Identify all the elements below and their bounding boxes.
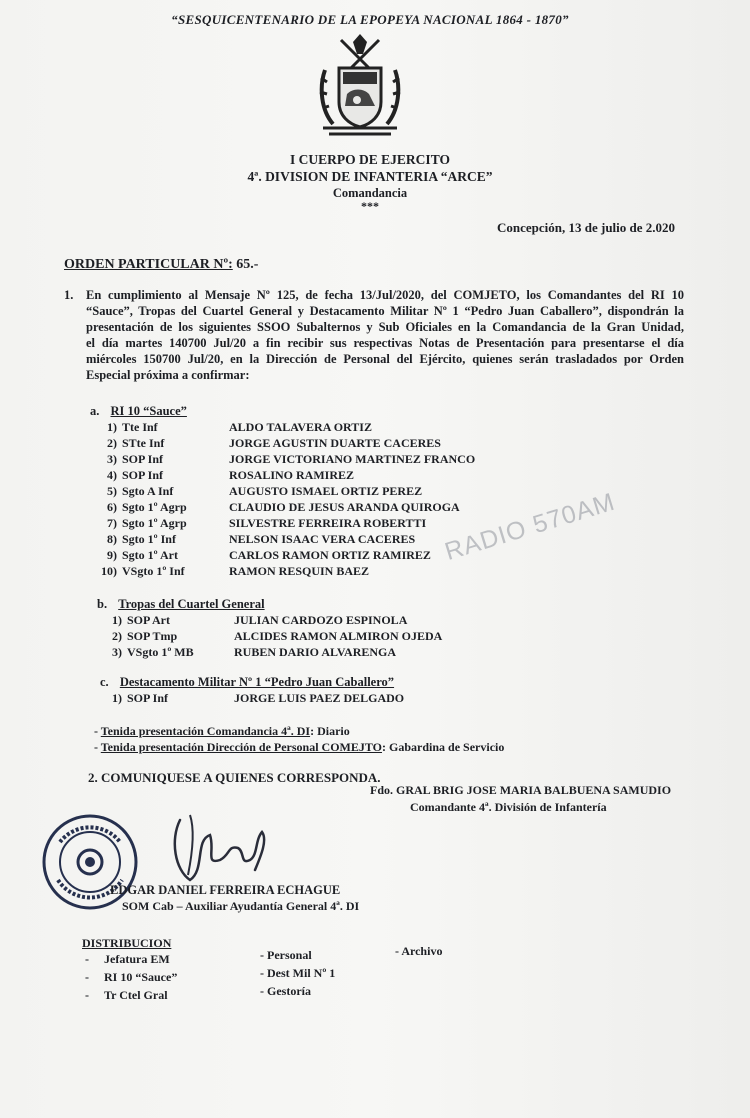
row-index: 4) xyxy=(107,468,117,482)
row-rank: SOP Tmp xyxy=(127,629,178,643)
dress-label: Tenida presentación Comandancia 4ª. DI xyxy=(100,724,311,738)
row-name: JORGE AGUSTIN DUARTE CACERES xyxy=(229,436,441,450)
paragraph-2: 2. COMUNIQUESE A QUIENES CORRESPONDA. xyxy=(88,770,381,785)
row-index: 1) xyxy=(112,691,122,705)
section-a-heading xyxy=(90,404,187,419)
order-title-label: ORDEN PARTICULAR Nº: xyxy=(64,257,233,272)
list-item xyxy=(95,500,595,516)
section-c-heading xyxy=(100,675,394,690)
section-a-list xyxy=(95,420,595,590)
row-index: 3) xyxy=(107,452,117,466)
dress-label: Tenida presentación Dirección de Personal COMEJTO xyxy=(100,740,383,754)
list-item xyxy=(100,691,600,707)
commemoration-header: “SESQUICENTENARIO DE LA EPOPEYA NACIONAL 1864 - 1870” xyxy=(171,12,569,27)
row-rank: VSgto 1º MB xyxy=(127,645,194,659)
seal-text xyxy=(440,818,450,828)
row-name: JORGE VICTORIANO MARTINEZ FRANCO xyxy=(229,452,476,466)
row-rank: SOP Inf xyxy=(122,468,164,482)
distribution-item: - Jefatura EM xyxy=(85,952,170,966)
section-b-heading xyxy=(97,597,265,612)
dress-line-1: - Tenida presentación Comandancia 4ª. DI: Diario xyxy=(94,724,350,738)
distribution-title: DISTRIBUCION xyxy=(82,936,172,950)
signatory-role: Comandante 4ª. División de Infantería xyxy=(410,800,607,814)
row-index: 6) xyxy=(107,500,117,514)
section-title: Tropas del Cuartel General xyxy=(118,597,265,611)
radio-watermark: RADIO 570AM xyxy=(441,487,619,567)
row-name: ROSALINO RAMIREZ xyxy=(229,468,355,482)
section-title: RI 10 “Sauce” xyxy=(110,404,187,418)
order-number: 65.- xyxy=(236,257,259,272)
military-crest-icon xyxy=(305,32,415,142)
list-item xyxy=(95,420,595,436)
distribution-item: - Tr Ctel Gral xyxy=(85,988,168,1002)
row-index: 9) xyxy=(107,548,117,562)
row-rank: Sgto 1º Art xyxy=(122,548,178,562)
row-name: JULIAN CARDOZO ESPINOLA xyxy=(234,613,408,627)
paragraph-line: En cumplimiento al Mensaje Nº 125, de fecha 13/Jul/2020, del COMJETO, los Comandantes del RI 10 xyxy=(86,288,684,302)
paragraph-1-text xyxy=(86,287,684,383)
signatory-name: Fdo. GRAL BRIG JOSE MARIA BALBUENA SAMUDIO xyxy=(370,783,672,797)
distribution-item: - Gestoría xyxy=(260,984,311,998)
row-name: SILVESTRE FERREIRA ROBERTTI xyxy=(229,516,427,530)
row-index: 2) xyxy=(107,436,117,450)
row-index: 1) xyxy=(112,613,122,627)
list-item xyxy=(100,629,600,645)
row-name: CLAUDIO DE JESUS ARANDA QUIROGA xyxy=(229,500,460,514)
distribution-item: - Archivo xyxy=(395,944,443,958)
row-name: JORGE LUIS PAEZ DELGADO xyxy=(234,691,405,705)
section-title: Destacamento Militar Nº 1 “Pedro Juan Caballero” xyxy=(119,675,395,689)
section-letter: c. xyxy=(100,675,109,689)
row-rank: VSgto 1º Inf xyxy=(122,564,185,578)
row-index: 7) xyxy=(107,516,117,530)
row-rank: Sgto 1º Inf xyxy=(122,532,176,546)
distribution-label: Jefatura EM xyxy=(104,952,170,966)
section-letter: b. xyxy=(97,597,108,611)
row-name: ALCIDES RAMON ALMIRON OJEDA xyxy=(234,629,443,643)
section-c-list xyxy=(100,691,600,709)
row-name: ALDO TALAVERA ORTIZ xyxy=(229,420,372,434)
row-name: RUBEN DARIO ALVARENGA xyxy=(234,645,397,659)
order-title xyxy=(64,257,258,273)
dress-value: : Diario xyxy=(310,724,350,738)
org-line-2: 4ª. DIVISION DE INFANTERIA “ARCE” xyxy=(247,169,493,184)
org-separator: *** xyxy=(361,199,379,213)
row-rank: Sgto 1º Agrp xyxy=(122,516,187,530)
row-index: 1) xyxy=(107,420,117,434)
row-name: NELSON ISAAC VERA CACERES xyxy=(229,532,416,546)
paragraph-1-number: 1. xyxy=(64,288,74,302)
paragraph-line: presentación de los siguientes SSOO Subalternos y Sub Oficiales en la Comandancia de la Gran Unidad, xyxy=(86,320,684,334)
distribution-label: Tr Ctel Gral xyxy=(104,988,168,1002)
row-rank: Sgto A Inf xyxy=(122,484,174,498)
row-rank: Tte Inf xyxy=(122,420,158,434)
list-item xyxy=(95,564,595,580)
row-name: AUGUSTO ISMAEL ORTIZ PEREZ xyxy=(229,484,423,498)
list-item xyxy=(95,436,595,452)
list-item xyxy=(100,645,600,661)
paragraph-line: el día martes 140700 Jul/20 a fin recibir sus respectivas Notas de Presentación para presentarse el día xyxy=(86,336,684,350)
row-rank: SOP Inf xyxy=(127,691,169,705)
list-item xyxy=(100,613,600,629)
aide-name: EDGAR DANIEL FERREIRA ECHAGUE xyxy=(110,883,341,897)
org-line-1: I CUERPO DE EJERCITO xyxy=(290,152,450,167)
row-rank: Sgto 1º Agrp xyxy=(122,500,187,514)
distribution-item: - Dest Mil Nº 1 xyxy=(260,966,336,980)
row-rank: STte Inf xyxy=(122,436,165,450)
distribution-item: - RI 10 “Sauce” xyxy=(85,970,178,984)
row-index: 5) xyxy=(107,484,117,498)
row-rank: SOP Art xyxy=(127,613,171,627)
list-item xyxy=(95,468,595,484)
dress-value: : Gabardina de Servicio xyxy=(382,740,505,754)
row-name: CARLOS RAMON ORTIZ RAMIREZ xyxy=(229,548,431,562)
handwritten-signature-icon xyxy=(150,810,280,890)
distribution-label: RI 10 “Sauce” xyxy=(104,970,178,984)
paragraph-line: “Sauce”, Tropas del Cuartel General y Destacamento Militar Nº 1 “Pedro Juan Caballero”, dispondrán la xyxy=(86,304,684,318)
row-index: 8) xyxy=(107,532,117,546)
row-rank: SOP Inf xyxy=(122,452,164,466)
distribution-item: - Personal xyxy=(260,948,312,962)
aide-role: SOM Cab – Auxiliar Ayudantía General 4ª. DI xyxy=(122,899,360,913)
list-item xyxy=(95,484,595,500)
row-index: 3) xyxy=(112,645,122,659)
dress-line-2: - Tenida presentación Dirección de Personal COMEJTO: Gabardina de Servicio xyxy=(94,740,505,754)
list-item xyxy=(95,452,595,468)
section-b-list xyxy=(100,613,600,663)
paragraph-1 xyxy=(64,287,684,383)
paragraph-line: Especial próxima a confirmar: xyxy=(86,368,250,382)
list-item xyxy=(95,548,595,564)
row-name: RAMON RESQUIN BAEZ xyxy=(229,564,370,578)
row-index: 10) xyxy=(101,564,117,578)
org-line-3: Comandancia xyxy=(332,186,408,200)
section-letter: a. xyxy=(90,404,100,418)
document-date: Concepción, 13 de julio de 2.020 xyxy=(497,220,676,235)
paragraph-line: miércoles 150700 Jul/20, en la Dirección de Personal del Ejército, quienes serán trasladados por Orden xyxy=(86,352,684,366)
row-index: 2) xyxy=(112,629,122,643)
